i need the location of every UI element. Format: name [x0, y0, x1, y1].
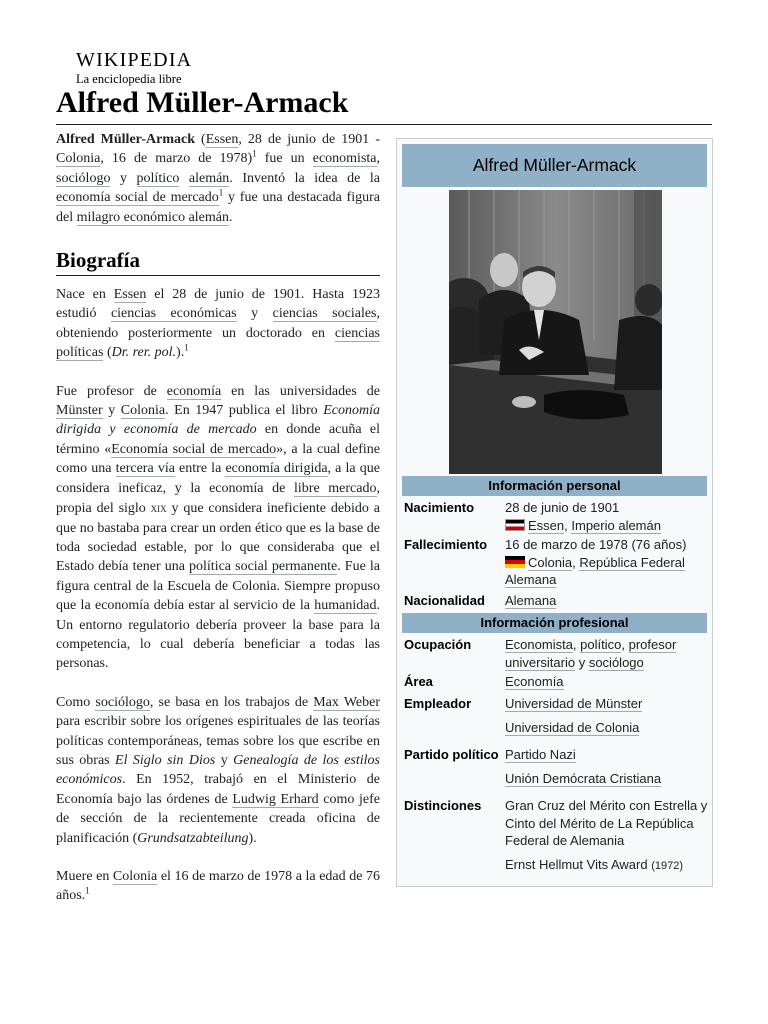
- link-politica-social[interactable]: política social permanente: [189, 559, 338, 575]
- link-sociologo[interactable]: sociólogo: [56, 170, 111, 186]
- link-colonia[interactable]: Colonia: [56, 151, 101, 167]
- bio-paragraph-3: Como sociólogo, se basa en los trabajos de Max Weber para escribir sobre los orígenes espirituales de las teorías políticas contemporáneas, temas sobre los que escribe en sus obras El Siglo sin Dios y Genealogía de los estilos económicos. En 1952, trabajó en el Ministerio de Economía bajo las órdenes de Ludwig Erhard como jefe de sección de la recientemente creada oficina de planificación (Grundsatzabteilung).: [56, 694, 381, 846]
- infobox-title: Alfred Müller-Armack: [402, 144, 707, 187]
- link-sociologo[interactable]: sociólogo: [95, 694, 150, 710]
- link-colonia[interactable]: Colonia: [112, 869, 158, 884]
- intro-paragraph: Alfred Müller-Armack (Essen, 28 de junio de 1901 - Colonia, 16 de marzo de 1978)$^1$ fue un economista, sociólogo y político alemán. Inventó la idea de la economía social de mercado$^1$ y fue una destacada figura del milagro económico alemán.: [56, 132, 381, 225]
- link-ciencias-politicas[interactable]: ciencias políticas: [56, 325, 380, 361]
- link-libre-mercado[interactable]: libre mercado: [294, 480, 377, 496]
- link-milagro-economico[interactable]: milagro económico alemán: [76, 209, 229, 225]
- flag-imperio-aleman-icon: [505, 519, 525, 531]
- bio-paragraph-1: Nace en Essen el 28 de junio de 1901. Hasta 1923 estudió ciencias económicas y ciencias sociales, obteniendo posteriormente un doctorado en ciencias políticas (Dr. rer. pol.).$^1$: [56, 287, 381, 361]
- ref-link[interactable]: 1: [85, 885, 90, 896]
- ref-link[interactable]: 1: [252, 148, 257, 159]
- award-vits: Ernst Hellmut Vits Award: [505, 856, 648, 872]
- link-economia[interactable]: Economía: [505, 674, 564, 689]
- link-union-democrata-cristiana[interactable]: Unión Demócrata Cristiana: [505, 770, 662, 786]
- subject-name: Alfred Müller-Armack: [56, 132, 195, 147]
- link-ciencias-economicas[interactable]: ciencias económicas: [110, 306, 237, 322]
- flag-germany-icon: [505, 556, 525, 568]
- link-colonia[interactable]: Colonia: [120, 403, 166, 419]
- link-profesor-universitario[interactable]: profesor universitario: [505, 637, 677, 670]
- link-tercera-via[interactable]: tercera vía: [115, 461, 175, 477]
- link-ludwig-erhard[interactable]: Ludwig Erhard: [232, 791, 319, 807]
- link-colonia[interactable]: Colonia: [528, 554, 573, 570]
- bio-paragraph-4: Muere en Colonia el 16 de marzo de 1978 a la edad de 76 años.$^1$: [56, 869, 380, 904]
- link-republica-federal-alemana[interactable]: República Federal Alemana: [505, 554, 685, 587]
- link-essen[interactable]: Essen: [113, 287, 147, 303]
- link-economia-dirigida[interactable]: economía dirigida: [225, 461, 328, 477]
- link-humanidad[interactable]: humanidad: [314, 598, 377, 614]
- link-partido-nazi[interactable]: Partido Nazi: [505, 747, 576, 762]
- portrait-photo[interactable]: [449, 190, 662, 474]
- ref-link[interactable]: 1: [184, 342, 189, 353]
- link-universidad-colonia[interactable]: Universidad de Colonia: [505, 719, 640, 735]
- bio-paragraph-2: Fue profesor de economía en las universidades de Münster y Colonia. En 1947 publica el libro Economía dirigida y economía de mercado en donde acuña el término «Economía social de mercado», a la cual define como una tercera vía entre la economía dirigida, a la que considera ineficaz, y la economía de libre mercado, propia del siglo xix y que considera ineficiente debido a que no bastaba para crear un orden ético que es la base de toda sociedad estable, por lo que consideraba que el Estado debía tener una política social permanente. Fue la figura central de la Escuela de Colonia. Siempre propuso que la economía debía estar al servicio de la humanidad. Un entorno regulatorio debería proveer la base para la competencia, lo cual debería beneficiar a todas las personas.: [56, 383, 380, 672]
- section-heading-biografia: Biografía: [56, 246, 380, 276]
- infobox-header-personal: Información personal: [402, 476, 707, 496]
- link-economia[interactable]: economía: [166, 383, 222, 399]
- link-economista[interactable]: economista: [312, 151, 377, 167]
- infobox-header-profesional: Información profesional: [402, 613, 707, 633]
- logo-tagline: La enciclopedia libre: [76, 72, 182, 86]
- link-politico[interactable]: político: [580, 637, 622, 652]
- link-politico[interactable]: político: [136, 170, 180, 186]
- logo-wordmark: WIKIPEDIA: [76, 49, 193, 71]
- link-ciencias-sociales[interactable]: ciencias sociales: [272, 306, 377, 322]
- award-gran-cruz: Gran Cruz del Mérito con Estrella y Cinto del Mérito de La República Federal de Alemania: [505, 798, 708, 848]
- link-economista[interactable]: Economista: [505, 637, 573, 652]
- link-alemana[interactable]: Alemana: [505, 593, 557, 608]
- wikipedia-logo[interactable]: [76, 49, 276, 86]
- link-essen[interactable]: Essen: [205, 132, 239, 147]
- link-aleman[interactable]: alemán: [188, 170, 230, 186]
- link-essen[interactable]: Essen: [528, 517, 565, 533]
- article-body: [56, 130, 380, 925]
- link-munster[interactable]: Münster: [56, 403, 103, 419]
- link-economia-social-de-mercado[interactable]: economía social de mercado: [56, 190, 219, 206]
- link-max-weber[interactable]: Max Weber: [313, 694, 381, 710]
- link-imperio-aleman[interactable]: Imperio alemán: [571, 517, 661, 533]
- link-universidad-munster[interactable]: Universidad de Münster: [505, 696, 643, 711]
- infobox: Alfred Müller-Armack Información personal Nacimiento 28 de junio de 1901 Essen, Imperio alemán Fallecimiento 16 de marzo de 1978 (76 años) Colonia, República Federal Alemana Nacionalidad Alemana Información profesional Ocupación Economista, político, profesor universitario y sociólogo Área Economía Empleador Universidad de Münster Universidad de Colonia Partido político Partido Nazi Unión Demócrata Cristiana Distinciones Gran Cruz del Mérito con Estrella y Cinto del Mérito de La República Federal de Alemania Ernst Hellmut Vits Award (1972): [396, 138, 713, 887]
- link-sociologo[interactable]: sociólogo: [588, 654, 644, 670]
- link-economia-social-de-mercado[interactable]: Economía social de mercado: [111, 441, 277, 457]
- ref-link[interactable]: 1: [218, 187, 224, 198]
- page-title: Alfred Müller-Armack: [56, 84, 712, 125]
